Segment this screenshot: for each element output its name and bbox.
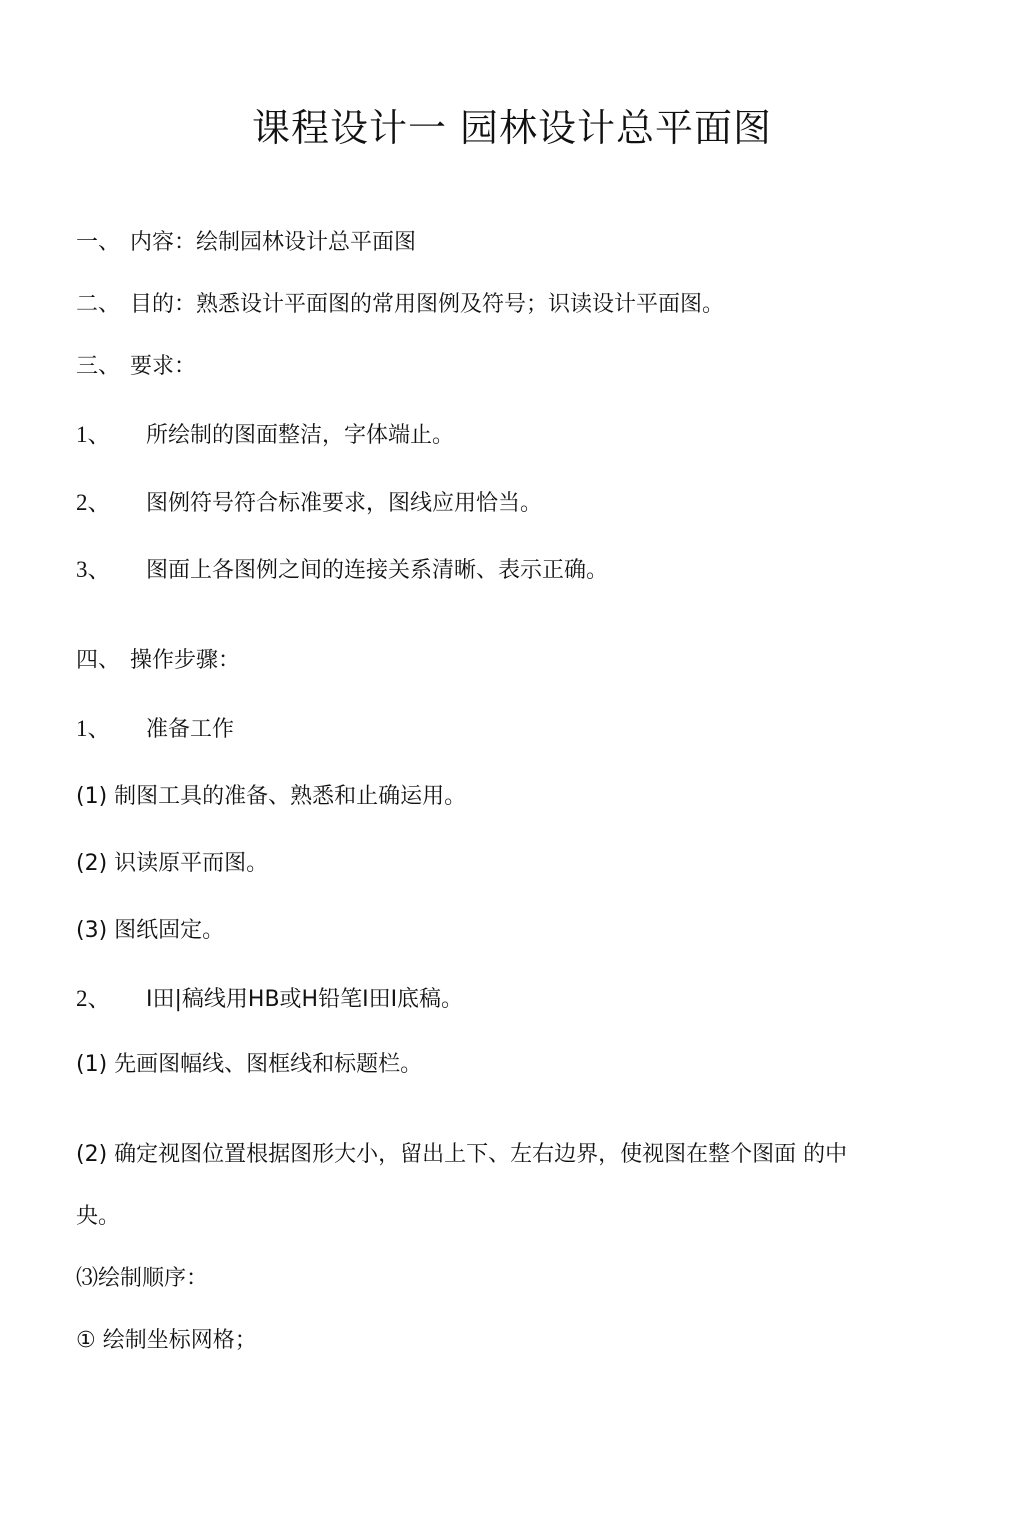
step-item [76, 984, 463, 1015]
step-subitem: (1) 先画图幅线、图框线和标题栏。 [76, 1052, 423, 1077]
step-number: 1、 [76, 716, 111, 741]
section-requirements [76, 352, 196, 382]
section-number: 四、 [76, 648, 121, 673]
section-number: 三、 [76, 354, 121, 379]
requirement-text: 图面上各图例之间的连接关系清晰、表示正确。 [146, 558, 609, 583]
requirement-text: 图例符号符合标准要求，图线应用恰当。 [146, 491, 543, 516]
step-subitem: (2) 识读原平而图。 [76, 851, 269, 876]
step-item [76, 714, 234, 745]
section-steps [76, 646, 240, 676]
requirement-item [76, 488, 542, 519]
document-title: 课程设计一 园林设计总平面图 [251, 106, 773, 150]
step-subitem: ⑶绘制顺序： [76, 1266, 209, 1291]
step-subitem: ① 绘制坐标网格； [76, 1328, 257, 1353]
requirement-text: 所绘制的图面整洁，字体端止。 [146, 423, 455, 448]
section-text: 目的：熟悉设计平面图的常用图例及符号；识读设计平面图。 [130, 292, 725, 317]
step-text: 准备工作 [146, 717, 235, 742]
requirement-number: 3、 [76, 557, 111, 582]
section-text: 操作步骤： [130, 648, 241, 673]
step-subitem: (1) 制图工具的准备、熟悉和止确运用。 [76, 784, 467, 809]
requirement-item [76, 420, 454, 451]
step-number: 2、 [76, 986, 111, 1011]
section-number: 二、 [76, 292, 121, 317]
section-text: 要求： [130, 354, 197, 379]
section-text: 内容：绘制园林设计总平面图 [130, 230, 417, 255]
step-subitem: (2) 确定视图位置根据图形大小，留出上下、左右边界，使视图在整个图面 的中 [76, 1142, 848, 1167]
section-content [76, 228, 416, 258]
section-number: 一、 [76, 230, 121, 255]
step-subitem: (3) 图纸固定。 [76, 918, 225, 943]
requirement-number: 1、 [76, 422, 111, 447]
requirement-item [76, 555, 608, 586]
step-text: I田|稿线用HB或H铅笔I田I底稿。 [146, 987, 464, 1012]
step-subitem-continued: 央。 [76, 1204, 121, 1229]
requirement-number: 2、 [76, 490, 111, 515]
section-purpose [76, 290, 724, 320]
